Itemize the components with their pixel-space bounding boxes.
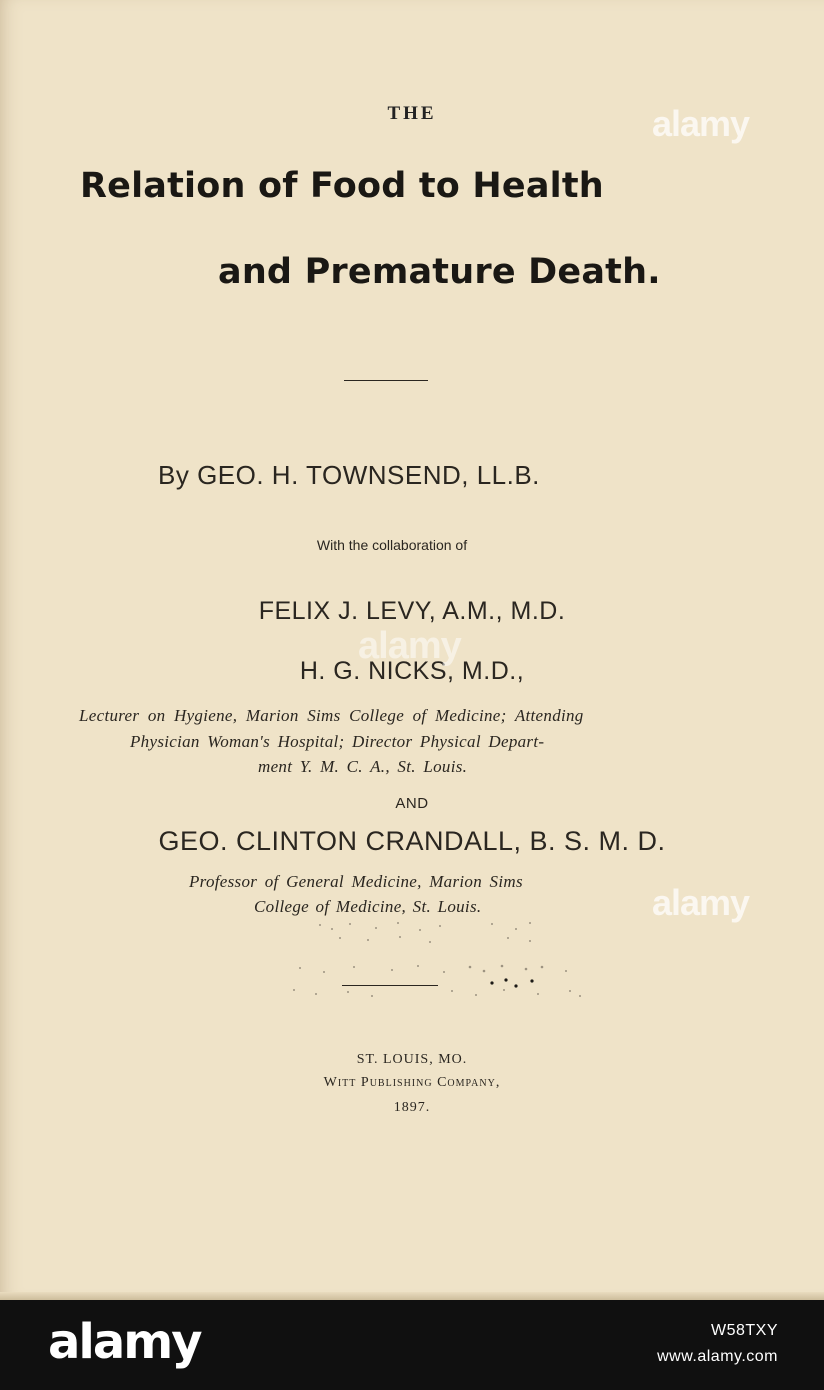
- nicks-credentials-line-2: Physician Woman's Hospital; Director Physical Depart-: [130, 732, 545, 751]
- stock-image-id: W58TXY: [710, 1322, 778, 1339]
- title-kicker: THE: [387, 103, 437, 124]
- collaboration-intro: With the collaboration of: [316, 537, 468, 553]
- printer-ornament: [280, 920, 600, 1010]
- collaborator-nicks: H. G. NICKS, M.D.,: [299, 657, 525, 685]
- nicks-credentials-line-1: Lecturer on Hygiene, Marion Sims College of Medicine; Attending: [79, 706, 584, 725]
- imprint-year: 1897.: [393, 1100, 431, 1115]
- stock-site-url: www.alamy.com: [657, 1348, 778, 1365]
- conjunction-and: AND: [395, 795, 429, 812]
- nicks-credentials-line-3: ment Y. M. C. A., St. Louis.: [258, 757, 468, 776]
- imprint-city: ST. LOUIS, MO.: [356, 1052, 468, 1067]
- book-title-line-1: Relation of Food to Health: [80, 166, 604, 206]
- crandall-credentials-line-2: College of Medicine, St. Louis.: [254, 897, 482, 916]
- watermark-top: alamy: [652, 103, 750, 144]
- stock-footer-bar: [0, 1300, 824, 1390]
- collaborator-levy: FELIX J. LEVY, A.M., M.D.: [258, 597, 566, 625]
- watermark-center: alamy: [358, 625, 461, 667]
- title-divider: [344, 380, 428, 381]
- collaborator-crandall: GEO. CLINTON CRANDALL, B. S. M. D.: [158, 826, 666, 856]
- watermark-mid: alamy: [652, 882, 750, 923]
- imprint-publisher: Witt Publishing Company,: [323, 1075, 501, 1090]
- book-title-line-2: and Premature Death.: [218, 252, 661, 292]
- alamy-logo: alamy: [48, 1314, 201, 1370]
- crandall-credentials-line-1: Professor of General Medicine, Marion Sims: [189, 872, 523, 891]
- author-byline: By GEO. H. TOWNSEND, LL.B.: [158, 460, 540, 490]
